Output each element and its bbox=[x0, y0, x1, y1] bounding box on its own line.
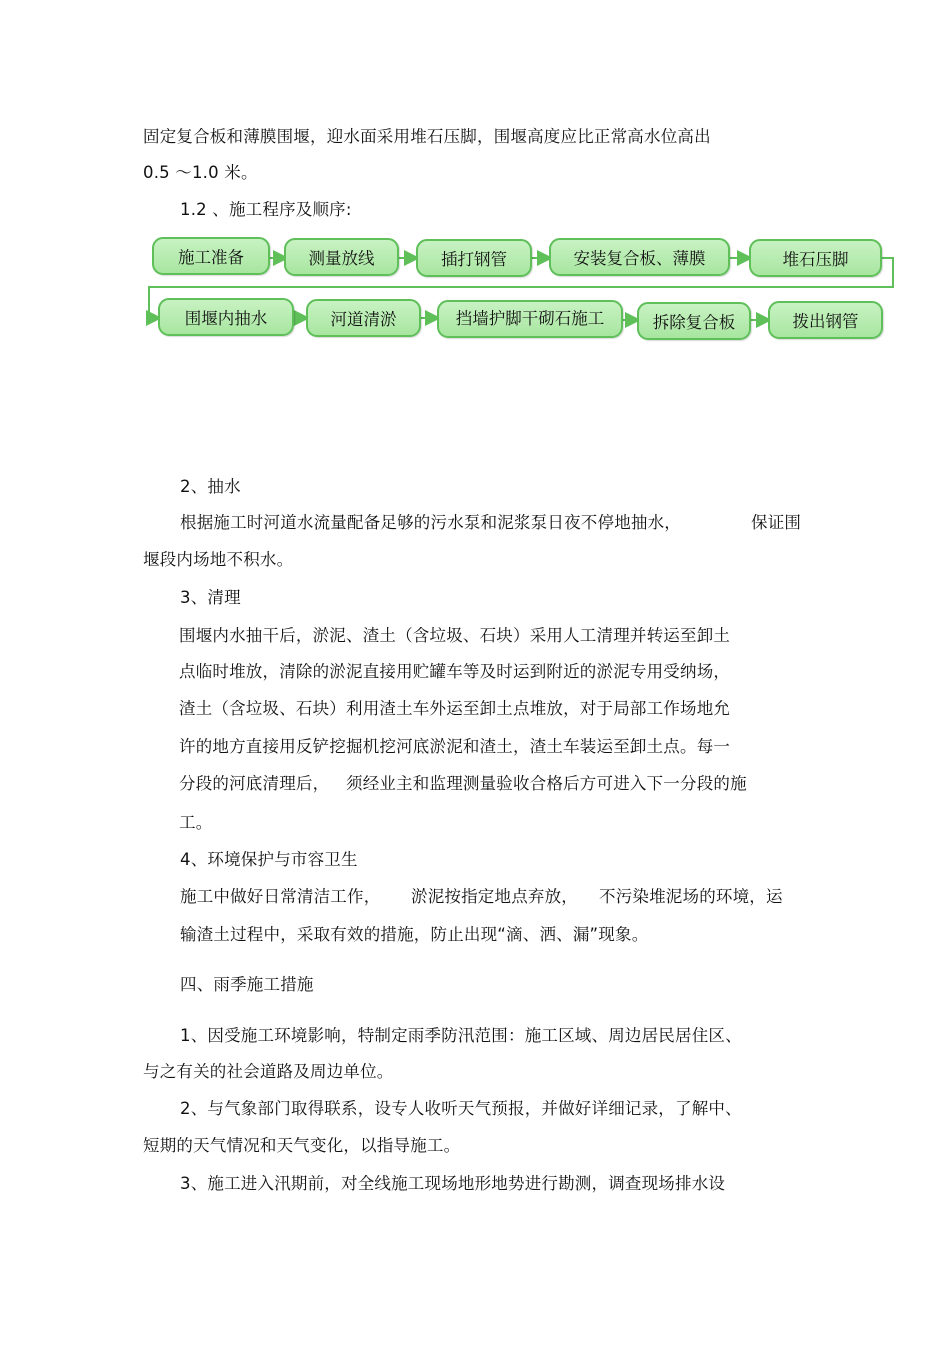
text-line: 不污染堆泥场的环境，运 bbox=[599, 887, 783, 906]
flow-step-pull-pipe bbox=[768, 301, 883, 339]
flow-step-label: 堆石压脚 bbox=[782, 250, 849, 269]
text-line: 点临时堆放，清除的淤泥直接用贮罐车等及时运到附近的淤泥专用受纳场， bbox=[179, 662, 731, 681]
section-heading: 四、雨季施工措施 bbox=[180, 975, 314, 994]
text-line: 根据施工时河道水流量配备足够的污水泵和泥浆泵日夜不停地抽水， bbox=[180, 513, 681, 532]
text-line: 1、因受施工环境影响，特制定雨季防汛范围：施工区域、周边居民居住区、 bbox=[180, 1026, 742, 1045]
flow-step-install-board bbox=[549, 238, 730, 276]
flow-arrows bbox=[0, 0, 950, 400]
text-line: 固定复合板和薄膜围堰，迎水面采用堆石压脚，围堰高度应比正常高水位高出 bbox=[143, 127, 711, 146]
flow-step-label: 施工准备 bbox=[178, 248, 244, 267]
text-line: 工。 bbox=[179, 813, 213, 832]
flow-step-pumping bbox=[158, 298, 294, 336]
text-line: 2、与气象部门取得联系，设专人收听天气预报，并做好详细记录，了解中、 bbox=[180, 1099, 742, 1118]
flow-step-label: 安装复合板、薄膜 bbox=[573, 249, 706, 268]
section-heading: 3、清理 bbox=[180, 588, 241, 607]
text-line: 与之有关的社会道路及周边单位。 bbox=[143, 1062, 394, 1081]
flow-step-label: 河道清淤 bbox=[330, 310, 397, 329]
text-line: 淤泥按指定地点弃放， bbox=[411, 887, 578, 906]
flow-step-label: 挡墙护脚干砌石施工 bbox=[455, 309, 605, 328]
flow-step-label: 插打钢管 bbox=[441, 250, 507, 269]
text-line: 堰段内场地不积水。 bbox=[143, 550, 294, 569]
text-line: 短期的天气情况和天气变化，以指导施工。 bbox=[143, 1136, 461, 1155]
text-line: 许的地方直接用反铲挖掘机挖河底淤泥和渣土，渣土车装运至卸土点。每一 bbox=[179, 737, 731, 756]
text-line: 输渣土过程中，采取有效的措施，防止出现“滴、洒、漏”现象。 bbox=[180, 925, 649, 944]
flow-step-prepare bbox=[152, 237, 270, 275]
flow-step-label: 围堰内抽水 bbox=[184, 309, 268, 328]
flow-step-retaining-wall bbox=[437, 300, 623, 338]
section-heading: 1.2 、施工程序及顺序: bbox=[180, 200, 352, 219]
text-line: 须经业主和监理测量验收合格后方可进入下一分段的施 bbox=[346, 774, 747, 793]
text-line: 渣土（含垃圾、石块）利用渣土车外运至卸土点堆放，对于局部工作场地允 bbox=[179, 699, 731, 718]
construction-flowchart bbox=[0, 0, 950, 400]
text-line: 3、施工进入汛期前，对全线施工现场地形地势进行勘测，调查现场排水设 bbox=[180, 1174, 726, 1193]
text-line: 围堰内水抽干后，淤泥、渣土（含垃圾、石块）采用人工清理并转运至卸土 bbox=[179, 626, 731, 645]
text-line: 施工中做好日常清洁工作， bbox=[180, 887, 381, 906]
flow-step-label: 测量放线 bbox=[308, 249, 375, 268]
text-line: 0.5 ～1.0 米。 bbox=[143, 163, 258, 182]
text-line: 保证围 bbox=[751, 513, 802, 532]
section-heading: 2、抽水 bbox=[180, 477, 241, 496]
section-heading: 4、环境保护与市容卫生 bbox=[180, 850, 358, 869]
flow-step-dredging bbox=[306, 299, 421, 337]
flow-step-remove-board bbox=[637, 302, 751, 340]
flow-step-stone-toe bbox=[749, 239, 882, 277]
text-line: 分段的河底清理后， bbox=[179, 774, 330, 793]
flow-step-survey bbox=[284, 238, 399, 276]
flow-step-label: 拨出钢管 bbox=[792, 312, 859, 331]
flow-step-label: 拆除复合板 bbox=[652, 313, 736, 332]
flow-step-steel-pipe bbox=[416, 239, 532, 277]
